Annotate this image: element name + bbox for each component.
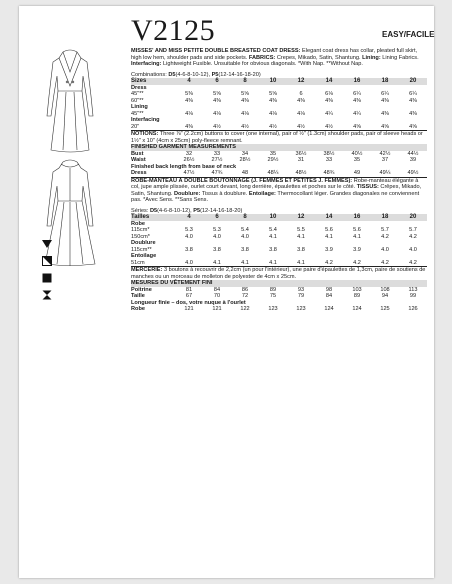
difficulty-label: EASY/FACILE — [382, 30, 435, 39]
en-yardage-row: 45"** 4⅛ 4⅛ 4⅛ 4⅛ 4⅛ 4¼ 4¼ 4⅜ 4⅜ — [131, 110, 417, 117]
en-length-row: Dress 47½ 47¾ 48 48¼ 48½ 48¾ 49 49¼ 49½ — [131, 170, 419, 176]
fr-section-entoilage: Entoilage — [131, 253, 157, 259]
en-notions: NOTIONS: Three ⅞" (2.2cm) buttons to cover (one internal), pair of ½" (1.3cm) shoulder pads, pair of sleeve heads or 1½" x 10" (4cm x 25cm) poly-fleece remnant. — [131, 131, 423, 144]
fr-measurement-row: Poitrine 81 84 86 89 93 98 103 108 113 — [131, 286, 418, 293]
en-length-heading: Finished back length from base of neck — [131, 163, 237, 170]
en-section-interfacing: Interfacing — [131, 117, 160, 123]
en-yardage-row: 20" 4⅜ 4½ 4½ 4½ 4½ 4½ 4⅝ 4⅝ 4⅝ — [131, 123, 417, 130]
fr-measurement-row: Taille 67 70 72 75 79 84 89 94 99 — [131, 293, 417, 299]
fr-description: ROBE-MANTEAU À DOUBLE BOUTONNAGE (J. FEMMES ET PETITES J. FEMMES): Robe-manteau élégante à col, jupe ample plissée, ourlet court devant, long derrière, épaulettes et poches sur le côté. TISSUS: Crêpes, Mikado, Satin, Shantung. Doublure: Tissus à doublure. Entoilage: Thermocollant léger. Grandes diagonales ne conviennent pas. *Avec Sens. **Sans Sens. — [131, 177, 422, 203]
en-combinations: Combinations: D5(4-6-8-10-12), P5(12-14-16-18-20) — [131, 71, 261, 78]
fr-section-doublure: Doublure — [131, 240, 156, 246]
en-sizes-header: Sizes 4 6 8 10 12 14 16 18 20 — [131, 78, 427, 85]
en-measurement-row: Bust 32 33 34 35 36½ 38½ 40½ 42½ 44½ — [131, 150, 419, 157]
en-yardage-row: 45"** 5⅜ 5⅝ 5⅝ 5⅝ 6 6⅛ 6¼ 6¼ 6¼ — [131, 91, 417, 97]
en-section-dress: Dress — [131, 84, 147, 91]
filled-square-icon — [41, 272, 53, 284]
instructions-column — [131, 48, 427, 313]
pattern-back-sheet — [19, 6, 434, 578]
fr-metrage-row: 115cm* 5.3 5.3 5.4 5.4 5.5 5.6 5.6 5.7 5.7 — [131, 227, 417, 233]
fr-metrage-row: 51cm 4.0 4.1 4.1 4.1 4.1 4.2 4.2 4.2 4.2 — [131, 259, 417, 266]
half-filled-square-icon — [41, 255, 53, 267]
fr-section-robe: Robe — [131, 220, 145, 227]
back-view-sketch — [41, 156, 99, 268]
en-measurement-row: Waist 26½ 27½ 28½ 29½ 31 33 35 37 39 — [131, 157, 417, 163]
fr-series: Séries: D5(4-6-8-10-12), P5(12-14-16-18-20) — [131, 207, 243, 214]
fr-notions: MERCERIE: 3 boutons à recouvrir de 2,2cm (un pour l'intérieur), une paire d'épaulettes de 1,3cm, paire de soutiens de manches ou un morceau de molleton de polyester de 4cm x 25cm. — [131, 267, 426, 280]
front-view-sketch — [41, 46, 99, 156]
en-yardage-row: 60"** 4⅜ 4⅜ 4⅜ 4⅜ 4⅜ 4⅜ 4⅜ 4⅜ 4⅜ — [131, 97, 417, 104]
fr-measurements-heading: MESURES DU VÊTEMENT FINI — [131, 280, 427, 287]
fr-metrage-row: 115cm** 3.8 3.8 3.8 3.8 3.8 3.9 3.9 4.0 4.0 — [131, 246, 417, 253]
fr-length-row: Robe 121 121 122 123 123 124 124 125 126 — [131, 306, 418, 312]
en-description: MISSES' AND MISS PETITE DOUBLE BREASTED COAT DRESS: Elegant coat dress has collar, pleated full skirt, high low hem, shoulder pads and side pockets. FABRICS: Crepes, Mikado, Satin, Shantung. Lining: Lining Fabrics. Interfacing: Lightweight Fusible. Unsuitable for obvious diagonals. *With Nap. **Without Nap. — [131, 48, 419, 67]
fr-length-heading: Longueur finie – dos, votre nuque à l'ourlet — [131, 299, 246, 306]
pattern-number: V2125 — [131, 14, 216, 47]
en-section-lining: Lining — [131, 104, 148, 110]
triangle-down-icon — [41, 238, 53, 250]
fr-sizes-header: Tailles 4 6 8 10 12 14 16 18 20 — [131, 214, 427, 221]
hourglass-icon — [41, 289, 53, 301]
fr-metrage-row: 150cm* 4.0 4.0 4.0 4.1 4.1 4.1 4.1 4.2 4.2 — [131, 233, 417, 240]
en-measurements-heading: FINISHED GARMENT MEASUREMENTS — [131, 144, 427, 151]
